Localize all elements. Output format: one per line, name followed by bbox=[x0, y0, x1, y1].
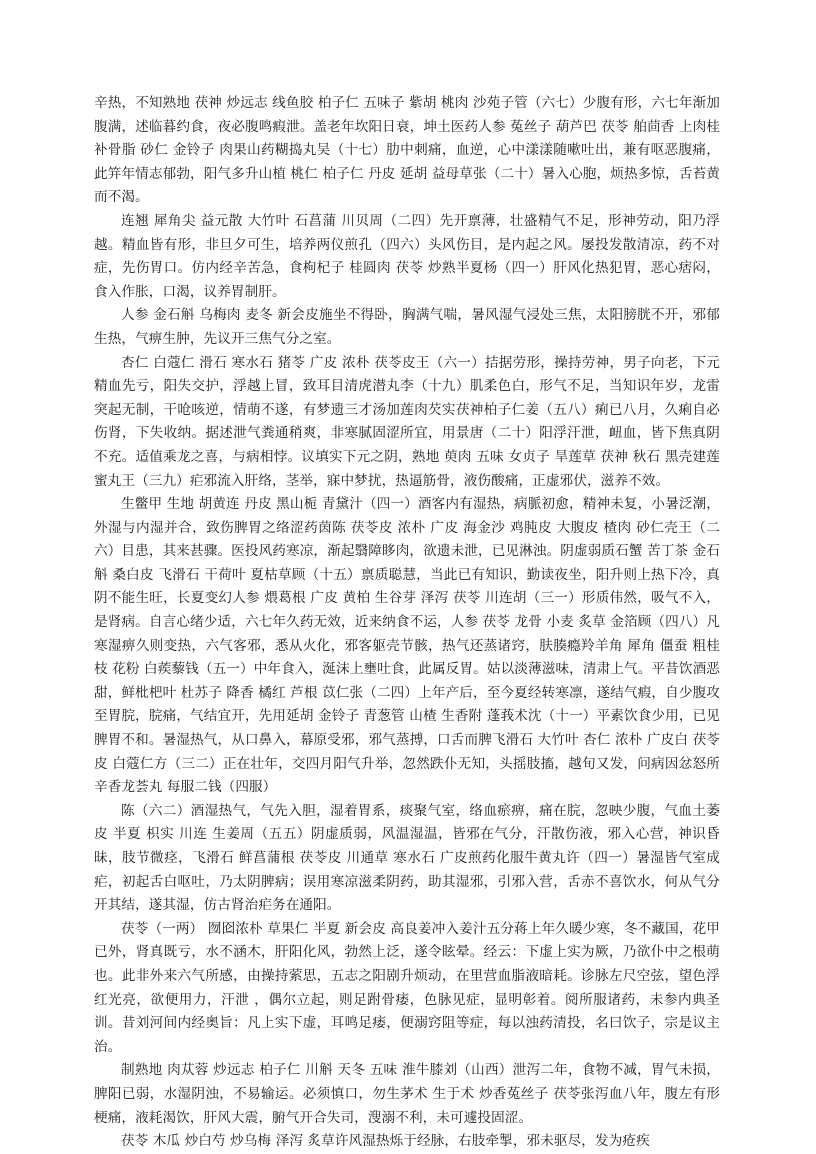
paragraph-6: 陈（六二）酒湿热气，气先入胆，湿着胃系，痰聚气室，络血瘀痹，痛在脘，忽映少腹，气血土萎皮 半夏 枳实 川连 生姜周（五五）阴虚质弱，风温湿温，皆邪在气分，汗散伤液，邪入心营，神识昏昧，肢节微痉，飞滑石 鲜菖蒲根 茯苓皮 川通草 寒水石 广皮煎药化服牛黄丸许（四一）暑湿皆气室成疟，初起舌白呕吐，乃太阴脾病；误用寒凉滋柔阴药，助其湿邪，引邪入营，舌赤不喜饮水，何从气分开其结，遂其湿，仿古肾治疟务在通阳。 bbox=[94, 802, 720, 914]
body-text bbox=[94, 92, 720, 1154]
paragraph-1: 辛热，不知熟地 茯神 炒远志 线鱼胶 柏子仁 五味子 紫胡 桃肉 沙苑子管（六七）少腹有形，六七年渐加腹满，述临暮约食，夜必腹鸣瘕泄。盖老年坎阳日衰，坤土医药人参 菟丝子 葫芦巴 茯苓 舶茴香 上肉桂 补骨脂 砂仁 金铃子 肉果山药糊捣丸吴（十七）肋中刺痛，血逆，心中漾漾随嗽吐出，兼有呕恶腹痛，此笄年情志郁勃，阳气多升山植 桃仁 柏子仁 丹皮 延胡 益母草张（二十）暑入心胞，烦热多惊，舌苔黄而不渴。 bbox=[94, 95, 720, 206]
paragraph-3: 人参 金石斛 乌梅肉 麦冬 新会皮施坐不得卧，胸满气喘，暑风湿气浸处三焦，太阳膀胱不开，邪郁生热，气痹生肿，先议开三焦气分之室。 bbox=[94, 307, 720, 347]
paragraph-2: 连翘 犀角尖 益元散 大竹叶 石菖蒲 川贝周（二四）先开禀薄，壮盛精气不足，形神劳动，阳乃浮越。精血皆有形，非旦夕可生，培养两仪煎孔（四六）头风伤目，是内起之风。屡投发散清凉，药不对症，先伤胃口。仿内经辛苦急，食枸杞子 桂圆肉 茯苓 炒熟半夏杨（四一）肝风化热犯胃，恶心痞闷，食入作胀，口渴，议养胃制肝。 bbox=[94, 212, 720, 300]
paragraph-5: 生鳖甲 生地 胡黄连 丹皮 黑山栀 青黛汁（四一）酒客内有湿热，病脈初愈，精神未复，小暑泛潮，外湿与内湿并合，致伤脾胃之络涩药茵陈 茯苓皮 浓朴 广皮 海金沙 鸡肫皮 大腹皮 楂肉 砂仁壳王（二六）目患，其来甚骤。医投风药寒凉，渐起翳障眵肉，欲遗未泄，已见淋浊。阴虚弱质石蟹 苦丁茶 金石斛 桑白皮 飞滑石 干荷叶 夏枯草顾（十五）禀质聪慧，当此已有知识，勤读夜坐，阳升则上热下冷，真阴不能生旺，长夏变幻人参 煨葛根 广皮 黄柏 生谷芽 泽泻 茯苓 川连胡（三一）形质伟然，吸气不入，是肾病。自言心绪少适，六七年久药无效，近来纳食不运，人参 茯苓 龙骨 小麦 炙草 金箔顾（四八）凡寒湿痹久则变热，六气客邪，悉从火化，邪客躯壳节骸，热气还蒸诸窍，肤腠瘾羚羊角 犀角 僵蚕 粗桂枝 花粉 白蒺藜钱（五一）中年食入，涎沫上壅吐食，此属反胃。姑以淡薄滋味，清肃上气。平昔饮酒恶甜，鲜枇杷叶 杜苏子 降香 橘红 芦根 苡仁张（二四）上年产后，至今夏经转寒凛，遂结气瘕，自少腹攻至胃脘，脘痛，气结宜开，先用延胡 金铃子 青葱管 山楂 生香附 蓬莪术沈（十一）平素饮食少用，已见脾胃不和。暑湿热气，从口鼻入，幕原受邪，邪气蒸搏，口舌而脾飞滑石 大竹叶 杏仁 浓朴 广皮白 茯苓皮 白蔻仁方（三二）正在壮年，交四月阳气升举，忽然跌仆无知，头摇肢搐，越旬又发，问病因忿怒所辛香龙荟丸 每服二钱（四服） bbox=[94, 496, 720, 796]
paragraph-8: 制熟地 肉苁蓉 炒远志 柏子仁 川斛 天冬 五味 淮牛膝刘（山西）泄泻二年，食物不减，胃气未损，脾阳已弱，水湿阴浊，不易输运。必须慎口，勿生茅术 生于术 炒香菟丝子 茯苓张泻血八年，腹左有形梗痛，液耗渴饮，肝风大震，腑气开合失司，溲溺不利，未可遽投固涩。 bbox=[94, 1062, 720, 1126]
paragraph-4: 杏仁 白蔻仁 滑石 寒水石 猪苓 广皮 浓朴 茯苓皮王（六一）拮据劳形，操持劳神，男子向老，下元精血先亏，阳失交护，浮越上冒，致耳目清虎潜丸李（十九）肌柔色白，形气不足，当知识年岁，龙雷突起无制，干呛咳逆，情萌不遂，有梦遗三才汤加莲肉芡实茯神柏子仁姜（五八）痢已八月，久痢自必伤肾，下失收纳。据述泄气粪通稍爽，非寒腻固涩所宜，用景唐（二十）阳浮汗泄，衄血，皆下焦真阴不充。适值乘龙之喜，与病相悖。议填实下元之阴，熟地 萸肉 五味 女贞子 旱莲草 茯神 秋石 黑壳建莲 蜜丸王（三九）疟邪流入肝络，茎举，寐中梦扰，热逼筋骨，液伤酸痛，正虚邪伏，滋养不效。 bbox=[94, 354, 720, 489]
paragraph-9: 茯苓 木瓜 炒白芍 炒乌梅 泽泻 炙草许风湿热烁于经脉，右肢牵掣，邪未驱尽，发为疮疾 bbox=[121, 1133, 650, 1150]
paragraph-7: 茯苓（一两） 囫囵浓朴 草果仁 半夏 新会皮 高良姜冲入姜汁五分蒋上年久暖少寒，冬不藏国，花甲已外，肾真既亏，水不涵木，肝阳化风，勃然上泛，遂令眩晕。经云：下虚上实为厥，乃欲仆中之根萌也。此非外来六气所感，由操持萦思，五志之阳剧升烦动，在里营血脂液暗耗。诊脉左尺空弦，望色浮红光亮，欲便用力，汗泄 ，偶尔立起，则足跗骨痿，色脉见症，显明彰着。阅所服诸药，未参内典圣训。昔刘河间内经奥旨：凡上实下虚，耳鸣足痿，便溺窍阻等症，每以浊药清投，名曰饮子，宗是议主治。 bbox=[94, 920, 720, 1055]
